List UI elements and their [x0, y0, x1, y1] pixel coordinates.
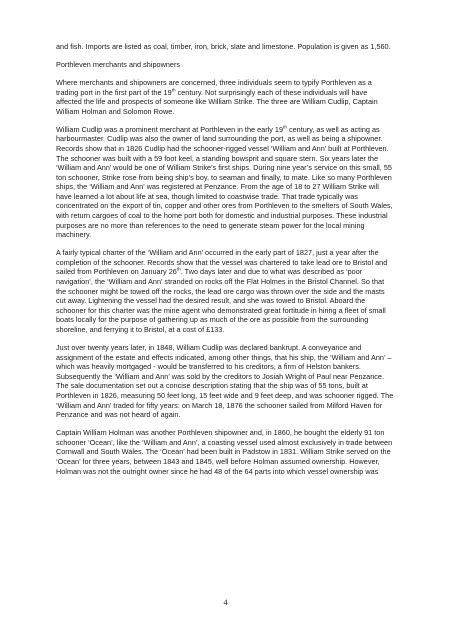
- ordinal-suffix: th: [171, 87, 176, 93]
- document-body: [56, 42, 394, 484]
- paragraph-text: century. Not surprisingly each of these individuals will have affected the life and prospects of someone like William Strike. The three are William Cudlip, Captain William Holman and Solomon Rowe.: [56, 87, 378, 116]
- paragraph-charter-1827: [56, 248, 394, 334]
- paragraph-text: Where merchants and shipowners are concerned, three individuals seem to typify Porthleven as a trading port in the first part of the 19: [56, 77, 372, 97]
- section-heading: Porthleven merchants and shipowners: [56, 59, 181, 69]
- paragraph-bankruptcy: Just over twenty years later, in 1848, William Cudlip was declared bankrupt. A conveyance and assignment of the estate and effects indicated, among other things, that his ship, the ‘William and Ann’ – which was heavily mortgaged - would be transferred to his creditors, a firm of Helston bankers. Subsequently the ‘William and Ann’ was sold by the creditors to Josiah Wright of Paul near Penzance. The sale documentation set out a concise description stating that the ship was of 55 tons, built at Porthleven in 1826, measuring 50 feet long, 15 feet wide and 9 feet deep, and was schooner rigged. The ‘William and Ann’ traded for fifty years: on March 18, 1876 the schooner sailed from Milford Haven for Penzance and was not heard of again.: [56, 342, 394, 420]
- page-number: 4: [223, 598, 228, 607]
- paragraph-text: century, as well as acting as harbourmaster. Cudlip was also the owner of land surrounding the port, as well as being a shipowner. Records show that in 1826 Cudlip had the schooner-rigged vessel ‘William and Ann’ built at Porthleven. The schooner was built with a 59 foot keel, a standing bowsprit and square stern. Six years later the ‘William and Ann’ would be one of William Strike’s first ships. During nine year’s service on this small, 55 ton schooner, Strike rose from being ship’s boy, to seaman and finally, to mate. Like so many Porthleven ships, the ‘William and Ann’ was registered at Penzance. From the age of 18 to 27 William Strike will have learned a lot about life at sea, though limited to coastwise trade. That trade typically was concentrated on the export of tin, copper and other ores from Porthleven to the smelters of South Wales, with return cargoes of coal to the home port both for domestic and industrial purposes. These industrial purposes are no more than references to the need to generate steam power for the local mining machinery.: [56, 124, 393, 240]
- paragraph-text: A fairly typical charter of the ‘William and Ann’ occurred in the early part of 1827, just a year after the completion of the schooner. Records show that the vessel was chartered to take lead ore to Bristol and sailed from Porthleven on January 26: [56, 248, 388, 277]
- paragraph-text: . Two days later and due to what was described as ‘poor navigation’, the ‘William and Ann’ stranded on rocks off the Flat Holmes in the Bristol Channel. So that the schooner might be towed off the rocks, the lead ore cargo was thrown over the side and the masts cut away. Lightening the vessel had the desired result, and she was towed to Bristol. Aboard the schooner for this charter was the mine agent who demonstrated great fortitude in hiring a fleet of small boats locally for the purpose of gathering up as much of the ore as possible from the surrounding shoreline, and ferrying it to Bristol, at a cost of £133.: [56, 267, 386, 334]
- paragraph-typical-individuals: [56, 78, 394, 116]
- paragraph-william-cudlip: [56, 125, 394, 240]
- ordinal-suffix: th: [283, 124, 287, 130]
- paragraph-text: William Cudlip was a prominent merchant at Porthleven in the early 19: [56, 124, 284, 134]
- intro-paragraph: and fish. Imports are listed as coal, timber, iron, brick, slate and limestone. Population is given as 1,560.: [56, 42, 391, 51]
- paragraph-william-holman: Captain William Holman was another Porthleven shipowner and, in 1860, he bought the elderly 91 ton schooner ‘Ocean’, like the ‘William and Ann’, a coasting vessel used almost exclusively in trade between Cornwall and South Wales. The ‘Ocean’ had been built in Padstow in 1831. William Strike served on the ‘Ocean’ for three years, between 1843 and 1845, well before Holman assumed ownership. However, Holman was not the outright owner since he had 48 of the 64 parts into which vessel ownership was: [56, 428, 393, 476]
- ordinal-suffix: th: [176, 267, 181, 273]
